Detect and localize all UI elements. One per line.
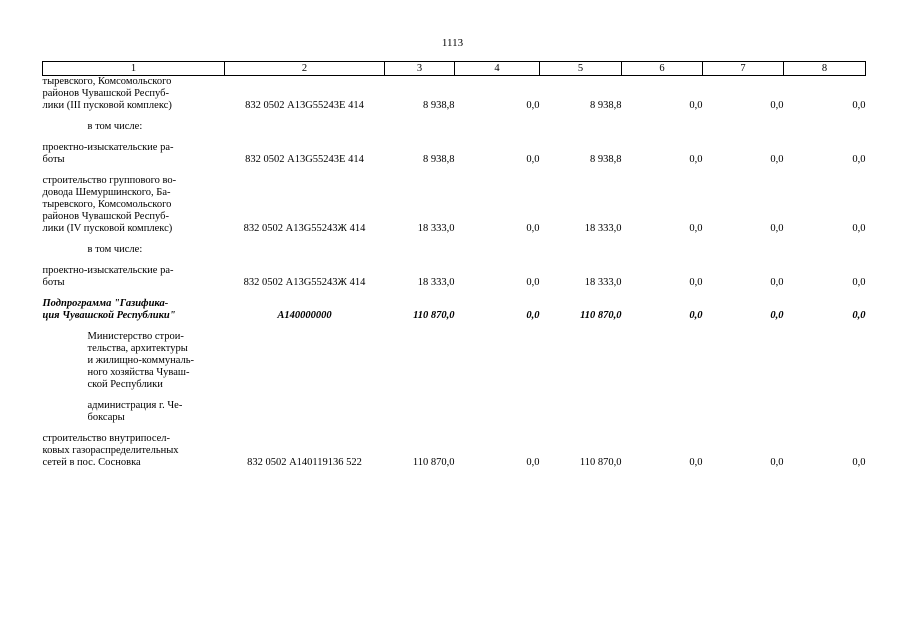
- row-name-line: довода Шемуршинского, Ба-: [42, 187, 171, 198]
- row-value-col-8: 0,0: [852, 310, 866, 321]
- row-name: [43, 400, 225, 424]
- row-value-col-5: [540, 331, 622, 391]
- row-name-line: боксары: [87, 412, 125, 423]
- row-value-col-4: 0,0: [526, 277, 540, 288]
- row-code: 832 0502 А13G55243Е 414: [245, 100, 364, 111]
- row-value-col-6: 0,0: [689, 223, 703, 234]
- row-value-col-7: [703, 244, 784, 256]
- row-value-col-6: 0,0: [689, 100, 703, 111]
- row-spacer: [43, 322, 866, 331]
- row-name: [43, 175, 225, 235]
- row-value-col-8: [784, 331, 866, 391]
- row-spacer-cell: [43, 289, 866, 298]
- table-row: [43, 76, 866, 113]
- row-value-col-3: 18 333,0: [417, 223, 455, 234]
- row-code: [225, 121, 385, 133]
- table-row: [43, 142, 866, 166]
- row-value-col-8: 0,0: [852, 457, 866, 468]
- row-name-line: ковых газораспределительных: [42, 445, 179, 456]
- row-name: [43, 244, 225, 256]
- table-row: [43, 244, 866, 256]
- row-value-col-7: 0,0: [770, 277, 784, 288]
- row-value-col-6: 0,0: [689, 310, 703, 321]
- row-value-col-7: [703, 121, 784, 133]
- row-spacer: [43, 133, 866, 142]
- row-value-col-7: 0,0: [770, 154, 784, 165]
- row-name-line: и жилищно-коммуналь-: [87, 355, 194, 366]
- row-value-col-7: 0,0: [770, 457, 784, 468]
- row-value-col-3: 18 333,0: [417, 277, 455, 288]
- row-name-line: Подпрограмма "Газифика-: [42, 298, 169, 309]
- row-spacer-cell: [43, 256, 866, 265]
- row-code: [225, 244, 385, 256]
- row-value-col-7: 0,0: [770, 223, 784, 234]
- row-name: [43, 265, 225, 289]
- row-spacer-cell: [43, 235, 866, 244]
- row-name-line: ской Республики: [87, 379, 163, 390]
- row-value-col-6: 0,0: [689, 457, 703, 468]
- row-name-line: проектно-изыскательские ра-: [42, 265, 174, 276]
- row-value-col-4: 0,0: [526, 310, 540, 321]
- row-code: 832 0502 А13G55243Ж 414: [243, 277, 366, 288]
- row-name-line: проектно-изыскательские ра-: [42, 142, 174, 153]
- row-spacer-cell: [43, 112, 866, 121]
- row-name-line: боты: [42, 277, 65, 288]
- row-code: 832 0502 А140119136 522: [247, 457, 362, 468]
- row-code: 832 0502 А13G55243Е 414: [245, 154, 364, 165]
- table-row: [43, 433, 866, 469]
- row-name-line: ного хозяйства Чуваш-: [87, 367, 190, 378]
- row-name-line: тыревского, Комсомольского: [42, 199, 172, 210]
- row-value-col-6: [622, 121, 703, 133]
- row-name-line: строительство группового во-: [42, 175, 177, 186]
- row-name-line: боты: [42, 154, 65, 165]
- row-value-col-5: 110 870,0: [580, 310, 622, 321]
- row-code: А140000000: [277, 310, 332, 321]
- table-row: [43, 121, 866, 133]
- row-value-col-4: [455, 400, 540, 424]
- row-value-col-4: [455, 331, 540, 391]
- row-code: [225, 331, 385, 391]
- row-value-col-3: [385, 121, 455, 133]
- row-value-col-5: [540, 121, 622, 133]
- row-value-col-3: 110 870,0: [412, 457, 455, 468]
- row-spacer-cell: [43, 322, 866, 331]
- column-number-row: [43, 62, 866, 76]
- row-name-line: в том числе:: [87, 244, 143, 255]
- row-value-col-7: 0,0: [770, 100, 784, 111]
- row-value-col-6: 0,0: [689, 154, 703, 165]
- row-name-line: ция Чувашской Республики": [42, 310, 176, 321]
- table-body: [43, 76, 866, 470]
- row-value-col-6: [622, 244, 703, 256]
- row-name-line: в том числе:: [87, 121, 143, 132]
- row-value-col-8: [784, 244, 866, 256]
- row-name-line: тельства, архитектуры: [87, 343, 188, 354]
- row-spacer: [43, 112, 866, 121]
- column-number-5: 5: [540, 62, 622, 76]
- row-value-col-8: [784, 121, 866, 133]
- row-spacer-cell: [43, 166, 866, 175]
- column-number-6: 6: [622, 62, 703, 76]
- row-spacer-cell: [43, 424, 866, 433]
- row-value-col-8: 0,0: [852, 223, 866, 234]
- row-spacer: [43, 289, 866, 298]
- row-name-line: районов Чувашской Респуб-: [42, 88, 169, 99]
- row-value-col-5: [540, 400, 622, 424]
- row-name: [43, 331, 225, 391]
- row-value-col-8: 0,0: [852, 100, 866, 111]
- row-spacer: [43, 391, 866, 400]
- row-value-col-3: 110 870,0: [413, 310, 455, 321]
- row-value-col-5: 18 333,0: [584, 223, 622, 234]
- row-value-col-3: [385, 400, 455, 424]
- row-name: [43, 433, 225, 469]
- row-value-col-4: [455, 121, 540, 133]
- row-value-col-6: [622, 331, 703, 391]
- row-value-col-4: 0,0: [526, 457, 540, 468]
- row-name-line: лики (III пусковой комплекс): [42, 100, 172, 111]
- budget-table: [42, 61, 866, 469]
- row-name: [43, 76, 225, 113]
- row-spacer: [43, 235, 866, 244]
- row-value-col-5: 110 870,0: [579, 457, 622, 468]
- table-row: [43, 265, 866, 289]
- row-name-line: строительство внутрипосел-: [42, 433, 171, 444]
- row-code: 832 0502 А13G55243Ж 414: [243, 223, 366, 234]
- row-value-col-3: 8 938,8: [423, 154, 455, 165]
- row-value-col-6: 0,0: [689, 277, 703, 288]
- table-row: [43, 400, 866, 424]
- row-value-col-3: [385, 244, 455, 256]
- row-name: [43, 298, 225, 322]
- row-value-col-8: 0,0: [852, 154, 866, 165]
- row-value-col-5: 8 938,8: [590, 100, 622, 111]
- row-value-col-8: 0,0: [852, 277, 866, 288]
- row-value-col-5: [540, 244, 622, 256]
- row-value-col-7: [703, 331, 784, 391]
- column-number-7: 7: [703, 62, 784, 76]
- row-code: [225, 400, 385, 424]
- row-value-col-4: [455, 244, 540, 256]
- row-spacer: [43, 256, 866, 265]
- table-row: [43, 298, 866, 322]
- table-row: [43, 175, 866, 235]
- table-row: [43, 331, 866, 391]
- row-spacer-cell: [43, 391, 866, 400]
- row-value-col-4: 0,0: [526, 100, 540, 111]
- row-value-col-3: 8 938,8: [423, 100, 455, 111]
- row-name: [43, 121, 225, 133]
- row-spacer: [43, 424, 866, 433]
- row-name-line: лики (IV пусковой комплекс): [42, 223, 173, 234]
- row-name-line: администрация г. Че-: [87, 400, 183, 411]
- row-value-col-8: [784, 400, 866, 424]
- row-value-col-5: 8 938,8: [590, 154, 622, 165]
- column-number-1: 1: [43, 62, 225, 76]
- row-value-col-5: 18 333,0: [584, 277, 622, 288]
- row-name-line: сетей в пос. Сосновка: [42, 457, 141, 468]
- column-number-3: 3: [385, 62, 455, 76]
- row-name-line: Министерство строи-: [87, 331, 184, 342]
- row-spacer: [43, 166, 866, 175]
- row-value-col-3: [385, 331, 455, 391]
- row-value-col-4: 0,0: [526, 154, 540, 165]
- page-number: 1113: [441, 37, 464, 49]
- row-value-col-6: [622, 400, 703, 424]
- row-name: [43, 142, 225, 166]
- column-number-8: 8: [784, 62, 866, 76]
- row-value-col-4: 0,0: [526, 223, 540, 234]
- row-name-line: районов Чувашской Респуб-: [42, 211, 169, 222]
- row-value-col-7: 0,0: [770, 310, 784, 321]
- row-spacer-cell: [43, 133, 866, 142]
- column-number-2: 2: [225, 62, 385, 76]
- row-name-line: тыревского, Комсомольского: [42, 76, 172, 87]
- column-number-4: 4: [455, 62, 540, 76]
- row-value-col-7: [703, 400, 784, 424]
